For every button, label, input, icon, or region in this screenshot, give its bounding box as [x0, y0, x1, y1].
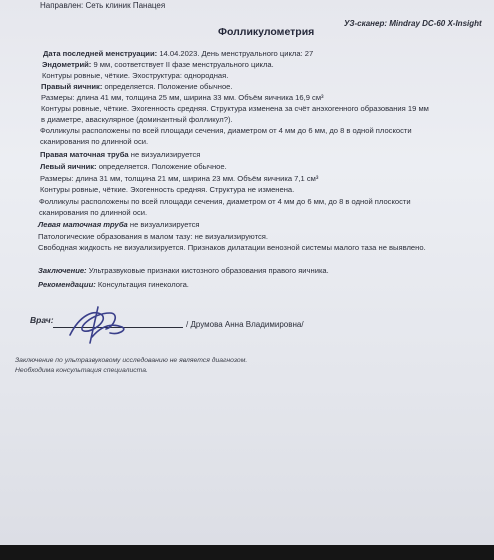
right-ovary-follicles: Фолликулы расположены по всей площади сечения, диаметром от 4 мм до 6 мм, до 8 в одной плоскости	[40, 126, 412, 135]
left-ovary-value: определяется. Положение обычное.	[98, 162, 227, 171]
right-ovary-follicles-2: сканирования по длинной оси.	[40, 137, 149, 146]
endometrium-label: Эндометрий:	[42, 60, 92, 69]
endometrium-row	[42, 60, 274, 69]
endometrium-contours: Контуры ровные, чёткие. Эхоструктура: однородная.	[42, 71, 229, 80]
right-ovary-label: Правый яичник:	[41, 82, 103, 91]
right-ovary-size: Размеры: длина 41 мм, толщина 25 мм, ширина 33 мм. Объём яичника 16,9 см³	[41, 93, 324, 102]
conclusion-value: Ультразвуковые признаки кистозного образования правого яичника.	[88, 266, 329, 275]
referred-by: Направлен: Сеть клиник Панацея	[40, 1, 166, 10]
right-ovary-row	[41, 82, 233, 91]
left-tube-row	[38, 220, 200, 229]
recommendations-row	[38, 280, 189, 289]
doctor-name: / Друмова Анна Владимировна/	[186, 320, 304, 329]
endometrium-value: 9 мм, соответствует II фазе менструального цикла.	[93, 60, 274, 69]
right-tube-label: Правая маточная труба	[40, 150, 129, 159]
menstruation-value: 14.04.2023. День менструального цикла: 27	[159, 49, 314, 58]
doctor-label: Врач:	[30, 315, 54, 325]
left-ovary-follicles: Фолликулы расположены по всей площади сечения, диаметром от 4 мм до 6 мм, до 8 в одной плоскости	[39, 197, 411, 206]
photo-shadow	[0, 545, 494, 560]
doctor-signature	[62, 305, 142, 345]
left-ovary-label: Левый яичник:	[40, 162, 97, 171]
left-ovary-size: Размеры: длина 31 мм, толщина 21 мм, ширина 23 мм. Объём яичника 7,1 см³	[40, 174, 319, 183]
recommendations-label: Рекомендации:	[38, 280, 96, 289]
footer-note-1: Заключение по ультразвуковому исследованию не является диагнозом.	[15, 357, 248, 364]
right-ovary-contours-2: в диаметре, аваскулярное (доминантный фолликул?).	[41, 115, 233, 124]
right-ovary-value: определяется. Положение обычное.	[104, 82, 233, 91]
free-fluid-row: Свободная жидкость не визуализируется. Признаков дилатации венозной системы малого таза не выявлено.	[38, 243, 426, 252]
footer-note-2: Необходима консультация специалиста.	[15, 367, 148, 374]
scanner-model: УЗ-сканер: Mindray DC-60 X-Insight	[344, 19, 482, 28]
right-tube-row	[40, 150, 200, 159]
conclusion-row	[38, 266, 329, 275]
recommendations-value: Консультация гинеколога.	[97, 280, 189, 289]
left-ovary-row	[40, 162, 227, 171]
left-ovary-contours: Контуры ровные, чёткие. Эхогенность средняя. Структура не изменена.	[40, 185, 295, 194]
left-ovary-follicles-2: сканирования по длинной оси.	[39, 208, 148, 217]
left-tube-value: не визуализируется	[129, 220, 200, 229]
conclusion-label: Заключение:	[38, 266, 87, 275]
pathology-row: Патологические образования в малом тазу: не визуализируются.	[38, 232, 268, 241]
right-ovary-contours: Контуры ровные, чёткие. Эхогенность средняя. Структура изменена за счёт анэхогенного образования 19 мм	[41, 104, 429, 113]
menstruation-label: Дата последней менструации:	[43, 49, 158, 58]
menstruation-row	[43, 49, 313, 58]
document-title: Фолликулометрия	[218, 26, 315, 38]
left-tube-label: Левая маточная труба	[38, 220, 128, 229]
right-tube-value: не визуализируется	[130, 150, 201, 159]
